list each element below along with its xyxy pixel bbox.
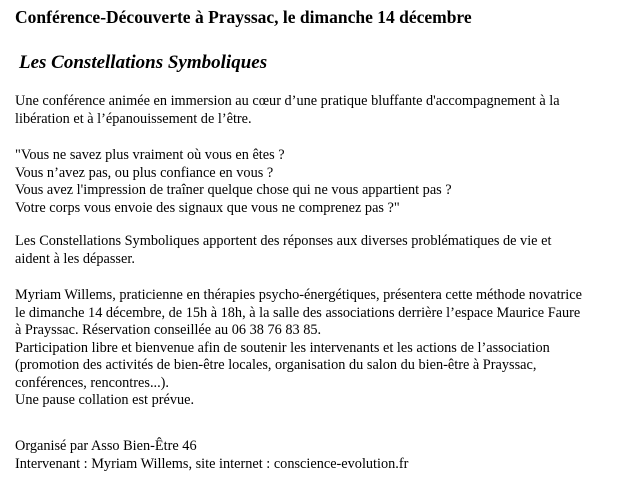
question-line-1: "Vous ne savez plus vraiment où vous en êtes ? xyxy=(15,147,285,163)
constellations-paragraph xyxy=(15,233,615,268)
question-line-4: Votre corps vous envoie des signaux que vous ne comprenez pas ?" xyxy=(15,199,400,216)
intro-line-1: Une conférence animée en immersion au cœur d’une pratique bluffante d'accompagnement à la xyxy=(15,93,560,109)
intro-line-2: libération et à l’épanouissement de l’être. xyxy=(15,110,252,127)
footer-paragraph xyxy=(15,438,615,473)
constellations-line-1: Les Constellations Symboliques apportent des réponses aux diverses problématiques de vie et xyxy=(15,233,552,249)
speaker-line xyxy=(15,456,615,474)
speaker-prefix: Intervenant : Myriam Willems, site internet : xyxy=(15,455,274,472)
questions-paragraph xyxy=(15,147,615,217)
intro-paragraph xyxy=(15,93,615,128)
presenter-line-4: Participation libre et bienvenue afin de soutenir les intervenants et les actions de l’association xyxy=(15,339,550,356)
presenter-line-5: (promotion des activités de bien-être locales, organisation du salon du bien-être à Prayssac, xyxy=(15,357,537,373)
presenter-line-3: à Prayssac. Réservation conseillée au 06 38 76 83 85. xyxy=(15,322,322,338)
constellations-line-2: aident à les dépasser. xyxy=(15,250,135,267)
question-line-3: Vous avez l'impression de traîner quelque chose qui ne vous appartient pas ? xyxy=(15,182,452,198)
page-subtitle: Les Constellations Symboliques xyxy=(19,52,268,73)
page-title: Conférence-Découverte à Prayssac, le dimanche 14 décembre xyxy=(15,7,472,27)
website-link[interactable]: conscience-evolution.fr xyxy=(273,455,409,472)
organizer-line: Organisé par Asso Bien-Être 46 xyxy=(15,438,197,454)
presenter-line-6: conférences, rencontres...). xyxy=(15,374,170,391)
presenter-line-1: Myriam Willems, praticienne en thérapies psycho-énergétiques, présentera cette méthode novatrice xyxy=(15,287,582,303)
presenter-line-2: le dimanche 14 décembre, de 15h à 18h, à la salle des associations derrière l’espace Maurice Faure xyxy=(15,304,581,321)
presenter-line-7: Une pause collation est prévue. xyxy=(15,392,195,408)
presenter-paragraph xyxy=(15,287,615,410)
question-line-2: Vous n’avez pas, ou plus confiance en vous ? xyxy=(15,164,274,181)
